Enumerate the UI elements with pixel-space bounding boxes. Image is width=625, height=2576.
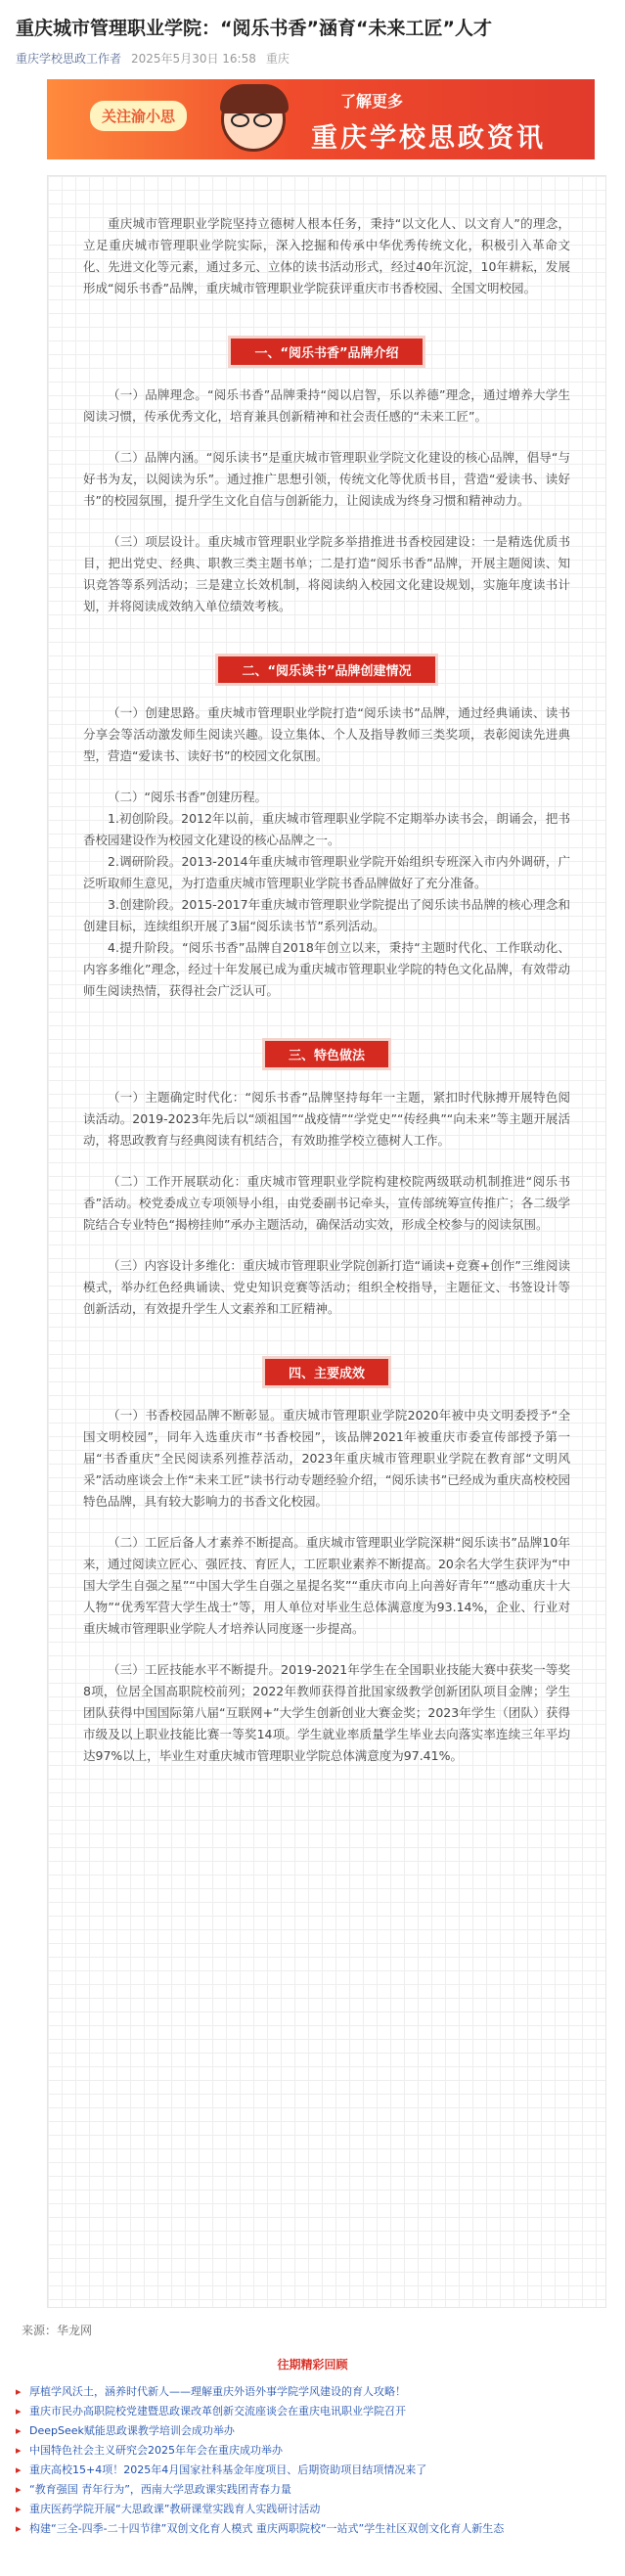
publish-date: 2025年5月30日 16:58 — [131, 52, 256, 66]
section-heading: 二、“阅乐读书”品牌创建情况 — [83, 656, 570, 683]
banner-headline: 重庆学校思政资讯 — [311, 123, 546, 154]
related-articles — [16, 2356, 609, 2539]
source-note: 来源：华龙网 — [22, 2324, 93, 2337]
paragraph: （一）主题确定时代化：“阅乐书香”品牌坚持每年一主题，紧扣时代脉搏开展特色阅读活动。2019-2023年先后以“颂祖国”“战疫情”“学党史”“传经典”“向未来”等主题开展活动，将思政教育与经典阅读有机结合，有效助推学校立德树人工作。 — [83, 1090, 570, 1148]
arrow-icon: ▸ — [16, 2463, 22, 2476]
source-account-link[interactable]: 重庆学校思政工作者 — [16, 52, 122, 66]
related-link[interactable]: ▸ 厚植学风沃土，涵养时代新人——理解重庆外语外事学院学风建设的育人攻略！ — [16, 2382, 609, 2402]
publish-location: 重庆 — [265, 52, 290, 66]
related-link[interactable]: ▸ DeepSeek赋能思政课教学培训会成功举办 — [16, 2421, 609, 2441]
paragraph: （一）品牌理念。“阅乐书香”品牌秉持“阅以启智，乐以养德”理念，通过增养大学生阅读习惯，传承优秀文化，培育兼具创新精神和社会责任感的“未来工匠”。 — [83, 387, 570, 424]
section-heading: 三、特色做法 — [83, 1041, 570, 1067]
article-title: 重庆城市管理职业学院：“阅乐书香”涵育“未来工匠”人才 — [16, 18, 492, 39]
paragraph: （二）品牌内涵。“阅乐读书”是重庆城市管理职业学院文化建设的核心品牌，倡导“与好书为友，以阅读为乐”。通过推广思想引领，传统文化等优质书目，营造“爱读书、读好书”的校园氛围，提升学生文化自信与创新能力，让阅读成为终身习惯和精神动力。 — [83, 450, 570, 508]
paragraph: 4.提升阶段。“阅乐书香”品牌自2018年创立以来，秉持“主题时代化、工作联动化、内容多维化”理念，经过十年发展已成为重庆城市管理职业学院的特色文化品牌，有效带动师生阅读热情，获得社会广泛认可。 — [83, 940, 570, 998]
section-heading: 一、“阅乐书香”品牌介绍 — [83, 339, 570, 365]
related-link[interactable]: ▸ “教育强国 青年行为”，西南大学思政课实践团青春力量 — [16, 2480, 609, 2500]
paragraph: 2.调研阶段。2013-2014年重庆城市管理职业学院开始组织专班深入市内外调研，广泛听取师生意见，为打造重庆城市管理职业学院书香品牌做好了充分准备。 — [83, 854, 570, 890]
paragraph: （二）工作开展联动化：重庆城市管理职业学院构建校院两级联动机制推进“阅乐书香”活动。校党委成立专项领导小组，由党委副书记牵头，宣传部统筹宣传推广；各二级学院结合专业特色“揭榜挂帅”承办主题活动，确保活动实效，形成全校参与的阅读氛围。 — [83, 1174, 570, 1232]
related-heading: 往期精彩回顾 — [277, 2358, 348, 2372]
arrow-icon: ▸ — [16, 2405, 22, 2418]
paragraph: （一）书香校园品牌不断彰显。重庆城市管理职业学院2020年被中央文明委授予“全国文明校园”，同年入选重庆市“书香校园”，该品牌2021年被重庆市委宣传部授予第一届“书香重庆”全民阅读系列推荐活动，2023年重庆城市管理职业学院在教育部“文明风采”活动座谈会上作“未来工匠”读书行动专题经验介绍，“阅乐读书”已经成为重庆高校校园特色品牌，具有较大影响力的书香文化校园。 — [83, 1408, 570, 1509]
paragraph: 3.创建阶段。2015-2017年重庆城市管理职业学院提出了阅乐读书品牌的核心理念和创建目标，连续组织开展了3届“阅乐读书节”系列活动。 — [83, 897, 570, 933]
arrow-icon: ▸ — [16, 2522, 22, 2535]
paragraph: （三）内容设计多维化：重庆城市管理职业学院创新打造“诵读+竞赛+创作”三维阅读模式，举办红色经典诵读、党史知识竞赛等活动；组织全校指导，主题征文、书签设计等创新活动，有效提升学生人文素养和工匠精神。 — [83, 1258, 570, 1316]
banner-tagline: 关注渝小思 — [90, 101, 187, 131]
paragraph: 1.初创阶段。2012年以前，重庆城市管理职业学院不定期举办读书会，朗诵会，把书香校园建设作为校园文化建设的核心品牌之一。 — [83, 811, 570, 847]
promo-banner[interactable] — [47, 79, 595, 159]
arrow-icon: ▸ — [16, 2424, 22, 2437]
paragraph: （三）项层设计。重庆城市管理职业学院多举措推进书香校园建设：一是精选优质书目，把出党史、经典、职教三类主题书单；二是打造“阅乐书香”品牌，开展主题阅读、知识竞答等系列活动；三是建立长效机制，将阅读纳入校园文化建设规划，实施年度读书计划，并将阅读成效纳入单位绩效考核。 — [83, 534, 570, 613]
paragraph: （二）工匠后备人才素养不断提高。重庆城市管理职业学院深耕“阅乐读书”品牌10年来，通过阅读立匠心、强匠技、育匠人，工匠职业素养不断提高。20余名大学生获评为“中国大学生自强之星”“中国大学生自强之星提名奖”“重庆市向上向善好青年”“感动重庆十大人物”“优秀军营大学生战士”等，用人单位对毕业生总体满意度为93.14%，企业、行业对重庆城市管理职业学院人才培养认同度逐一步提高。 — [83, 1535, 570, 1636]
arrow-icon: ▸ — [16, 2483, 22, 2496]
section-heading: 四、主要成效 — [83, 1359, 570, 1385]
related-link[interactable]: ▸ 构建“三全-四季-二十四节律”双创文化育人模式 重庆两职院校“一站式”学生社区双创文化育人新生态 — [16, 2519, 609, 2539]
intro-paragraph: 重庆城市管理职业学院坚持立德树人根本任务，秉持“以文化人、以文育人”的理念，立足重庆城市管理职业学院实际，深入挖掘和传承中华优秀传统文化，积极引入革命文化、先进文化等元素，通过多元、立体的读书活动形式，经过40年沉淀，10年耕耘，发展形成“阅乐书香”品牌，重庆城市管理职业学院获评重庆市书香校园、全国文明校园。 — [83, 216, 570, 295]
article-body — [47, 175, 606, 2308]
arrow-icon: ▸ — [16, 2503, 22, 2515]
paragraph: （三）工匠技能水平不断提升。2019-2021年学生在全国职业技能大赛中获奖一等奖8项，位居全国高职院校前列；2022年教师获得首批国家级教学创新团队项目金牌；学生团队获得中国国际第八届“互联网+”大学生创新创业大赛金奖；2023年学生（团队）获得市级及以上职业技能比赛一等奖14项。学生就业率质量学生毕业去向落实率连续三年平均达97%以上，毕业生对重庆城市管理职业学院总体满意度为97.41%。 — [83, 1662, 570, 1763]
article-meta — [16, 50, 609, 68]
paragraph: （二）“阅乐书香”创建历程。 — [108, 790, 267, 804]
related-link[interactable]: ▸ 中国特色社会主义研究会2025年年会在重庆成功举办 — [16, 2441, 609, 2461]
related-link[interactable]: ▸ 重庆市民办高职院校党建暨思政课改革创新交流座谈会在重庆电讯职业学院召开 — [16, 2402, 609, 2421]
arrow-icon: ▸ — [16, 2444, 22, 2457]
related-link[interactable]: ▸ 重庆医药学院开展“大思政课”教研课堂实践育人实践研讨活动 — [16, 2500, 609, 2519]
banner-subtitle: 了解更多 — [340, 92, 404, 111]
related-link[interactable]: ▸ 重庆高校15+4项！2025年4月国家社科基金年度项目、后期资助项目结项情况来了 — [16, 2461, 609, 2480]
related-list — [16, 2382, 609, 2539]
paragraph: （一）创建思路。重庆城市管理职业学院打造“阅乐读书”品牌，通过经典诵读、读书分享会等活动激发师生阅读兴趣。设立集体、个人及指导教师三类奖项，表彰阅读先进典型，营造“爱读书、读好书”的校园文化氛围。 — [83, 705, 570, 763]
arrow-icon: ▸ — [16, 2385, 22, 2398]
mascot-glasses-icon — [231, 113, 278, 126]
